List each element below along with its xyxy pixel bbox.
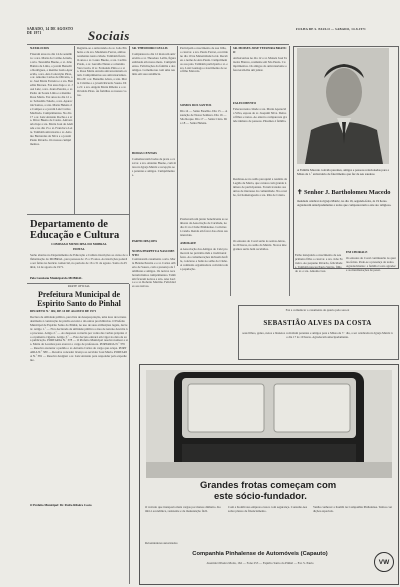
prefeitura-title: Prefeitura Municipal de Espirito Santo do Pinhal — [37, 290, 121, 308]
col4-body-2: Dia 14 — Santo Eusébio. Dia 15 — Assunção de Nossa Senhora. Dia 16 — São Roque. Dia 17 — Santa Clara. Dia 18 — Santa Helena. — [180, 110, 228, 125]
ad-text-mid: Com a Kombi sua empresa cresce com segurança. Consulte-nos sobre planos de financiamento. — [228, 506, 308, 513]
dept-title: Departamento de Educação e Cultura — [30, 219, 120, 241]
portrait-photo — [297, 48, 389, 164]
prefeitura-decree: DECRETO N.º 402, DE 14 DE AGOSTO DE 1971 — [30, 310, 97, 313]
col5-heading-2: FALECIMENTO — [233, 102, 257, 105]
col2-body: Registra-se o aniversário do sr. João Pinheiro e da sra. Madalena Ferraz, ambos residentes nesta cidade. Também fizeram anos o sr. Lauro Bueno, a sra. Cecilia Prado, o sr. Geraldo Nunes e a menina Vera Lucia. O sr. Fernando Pinto e a sra. Rosa Maria Arruda aniversariaram ontem. Cumprimentos aos aniversariantes. Dia 20: o sr. Benedito Alves, a srta. Marta Cristina e o jovem Ricardo Souza. Dia 21: a sra. Angela Maria Ribeiro e o sr. Osvaldo Pires. Às famílias os nossos votos. — [77, 47, 127, 97]
vw-logo-icon — [374, 552, 394, 572]
col3b-body-2: A Associação dos Amigos do Café promoverá no próximo mês a tradicional festa. As comemorações incluem desfile, concurso e baile no salão do Clube. A comissão organizadora convida toda a população. — [180, 248, 228, 271]
prefeitura-sign: O Prefeito Municipal: Dr. Pedro Ribeiro Costa — [30, 504, 92, 507]
ad-headline-2: este sócio-fundador. — [214, 491, 307, 502]
column-rule — [129, 284, 130, 584]
prefeitura-small: PARTE OFICIAL — [67, 285, 91, 288]
dept-sign: Pela Comissão Municipal do MOBRAL — [30, 277, 83, 280]
dept-label: EDITAL — [73, 248, 85, 251]
death-notice-name: SEBASTIÃO ALVES DA COSTA — [263, 319, 372, 327]
death-notice-body: seus filhos, genro, netos e bisnetos convidam parentes e amigos para a Missa de 7.º dia, a ser celebrada na Igreja Matriz no dia 17 às 19 horas. Agradecem antecipadamente. — [242, 332, 393, 339]
col5b-body-2: Os ensaios do Coral serão às sextas-feiras, às 20 horas, no salão da Matriz. Novos integrantes serão bem recebidos. — [233, 240, 287, 251]
column-rule — [289, 46, 290, 296]
col5-body-2: Faleceu nesta cidade a sra. Maria Aparecida Silva, esposa do sr. Joaquim Silva. Deixou filhos e netos. Ao enterro compareceu grande número de pessoas. Pêsames à família. — [233, 108, 287, 123]
col5-body-1: Aniversariou no dia 12 o sr. Moisés José Teixeira Branco, residente em São Paulo. Cumprimentos. Os amigos do aniversariante ofereceram-lhe um jantar. — [233, 57, 287, 72]
ad-text-left: O veículo que transporta mais cargas por menos dinheiro. Kombi é econômica, resistente e de manutenção fácil. — [145, 506, 221, 513]
col6-body: Estão festejando o nascimento de seu primeiro filho o casal sr. e sra. João Ferreira. Ao pequeno Ricardo, felicidades. Também nasceu Paulo Sérgio, filho do sr. e sra. Antonio Luz. — [295, 254, 343, 273]
prefeitura-body: Declara de utilidade pública, para fins de desapropriação, uma área de terreno destinada à construção de prédio escolar e dá outras providências. O Prefeito Municipal de Espírito Santo do Pinhal, no uso de suas atribuições legais, decreta: Artigo 1.º — Fica declarada de utilidade pública a área de terreno descrita no processo. Artigo 2.º — As despesas correrão por conta das verbas próprias do orçamento vigente. Artigo 3.º — Este decreto entrará em vigor na data de sua publicação. PORTARIA N.º 378 — O Prefeito Municipal resolve nomear a sra. Maria de Lourdes para exercer o cargo de professora. PORTARIA N.º 379 — Resolve exonerar a pedido o sr. Antonio Carlos do cargo que ocupa. PORTARIA N.º 380 — Resolve conceder licença ao servidor José Maria. PORTARIA N.º 381 — Resolve designar o sr. Luiz Antonio para responder pelo expediente. — [30, 316, 128, 362]
vw-logo-text: VW — [378, 558, 390, 566]
header-right-label: FOLHA DE S. PAULO — SABADO, 14-8-1971 — [296, 27, 366, 31]
portrait-image — [297, 48, 389, 164]
column-rule — [230, 46, 231, 296]
col4-heading-2: SOMOS DOS SANTOS — [180, 104, 212, 107]
col1-heading: NATALICIOS — [30, 47, 50, 50]
col1-body: Fizeram anos no dia 14 de setembro: a sra. Maria do Carmo Arruda, a srta. Teresinha Bueno, o sr. João Batista de Lima, o jovem Benedito Rodrigues, a menina Luzia Aparecida, a sra. Ana Conceição Pires, o sr. Antonio Carlos de Oliveira, o sr. José Maria Ferreira e a sra. Benedita Moraes. Faz anos hoje o sr. José Luiz, a sra. Joana Pereira, o sr. Pedro de Souza Lima e a menina Rosa Maria. Fez anos no dia 12 o sr. Sebastião Toledo, a sra. Aparecida Santos, a srta. Maria Helena de Campos e o jovem Luiz Carlos Machado. Cumprimentos. No dia 17 o sr. Luiz Antonio Rocha e a sra. Dirce Bueno de Castro. Aniversaria hoje a sra. Maria José de Andrade e no dia 15 o sr. Francisco Leite. Também aniversaria o sr. Antonio Bernardes da Silva e o jovem Paulo Ricardo. Os nossos cumprimentos. — [30, 53, 73, 146]
van-rear-photo — [146, 370, 392, 478]
memorial-name: ✝ Senhor J. Bartholomeu Macedo — [297, 189, 391, 196]
col3-heading-2: BODAS CENTAIS — [132, 152, 157, 155]
header-date: SABADO, 14 DE AGOSTO DE 1971 — [27, 27, 74, 35]
col2b-heading: PARTICIPAÇÕES — [132, 240, 158, 243]
col3-heading-1: SR. THEODORO LELLIS — [132, 47, 168, 50]
col6-body-2: Os ensaios do Coral continuarão às quartas-feiras. Pede-se a presença de todos. Agradecimento: a família Costa agradece as manifestações de pesar. — [346, 257, 396, 272]
col3b-body: Promovem um jantar beneficente as senhoras da Associação de Caridade, no dia 21 no Clube Pinhalense. Convites à venda. Renda em favor das obras assistenciais. — [180, 218, 228, 237]
col6-heading: EM CHORALE — [346, 251, 368, 254]
col2b-body: Contrataram casamento a srta. Maria Helena Pereira e o sr. Carlos Alberto de Souza, com a presença de familiares e amigos. Os noivos receberam muitos cumprimentos. Também ficaram noivos a srta. Ana Lucia e o sr. Roberto Martins. Felicidades aos noivos. — [132, 258, 176, 289]
col3-body-1: Completou no dia 12 mais um aniversário o sr. Theodoro Lellis, figura estimada em nosso meio. Cumprimentos. Felicitações da família e dos amigos. Comemorou com uma reunião em sua residência. — [132, 53, 176, 76]
dept-body: Serão abertas no Departamento de Educação e Cultura inscrições ao curso de alfabetização do MOBRAL, para pessoas de 15 a 35 anos. As inscrições poderão ser feitas no horário comercial, no período de 16 a 31 de agosto. Santo do Pinhal, 14 de agosto de 1971. — [30, 254, 128, 269]
dept-subtitle: COMISSÃO MUNICIPAL DO MOBRAL — [51, 243, 107, 246]
section-rule — [27, 283, 129, 284]
ad-company-name: Companhia Pinhalense de Automóveis (Capauto) — [192, 551, 328, 557]
ad-text-right: Venha conhecer a Kombi na Companhia Pinhalense. Temos condições especiais. — [313, 506, 393, 513]
column-rule — [129, 46, 130, 256]
col5-heading-1: SR. MOISES JOSE TEIXEIRA BRANCO — [233, 47, 287, 54]
memorial-caption: A Família Macedo convida parentes, amigos e pessoas relacionadas para a Missa de 1.º aniversário de falecimento que faz de seu saudoso — [297, 168, 390, 176]
masthead: Sociais — [88, 28, 130, 43]
column-rule — [74, 46, 75, 214]
ad-headline-1: Grandes frotas começam com — [200, 480, 337, 491]
ad-address: Avenida Oliveira Motta, 162 — Fone 253 — Espírito Santo do Pinhal — Est. S. Paulo — [206, 562, 314, 565]
col3-body-2: Comemoraram bodas de prata o casal sr. e sra. Antonio Bueno, com missa na Igreja Matriz e recepção aos parentes e amigos. Cumprimentos. — [132, 158, 176, 177]
memorial-caption-2: mandada celebrar na Igreja Matriz, no dia 16, segunda-feira, às 19 horas. Agradecem antecipadamente a todos que comparecerem a este ato religioso. — [297, 199, 392, 207]
header-rule — [27, 44, 289, 45]
col2b-subheading: NOIVA PERPETUA NASCIMENTO — [132, 250, 175, 257]
ad-dealers-label: Revendedores autorizados — [145, 542, 178, 545]
col4-body-1: Participam o nascimento de sua filha, o casal sr. e sra. Paulo Ferraz, ocorrido no dia 10 na Maternidade local. Recebeu o nome de Ana Paula. Cumprimentos aos pais. Também participam o sr. e sra. Luiz Gonzaga o nascimento de seu filho Marcelo. — [180, 47, 228, 74]
col5b-body: Realizou-se no salão paroquial a reunião da Legião de Maria, que contou com grande número de participantes. Foram tratados assuntos de interesse da comunidade. Na ocasião, foi homenageada a sra. Rita de Cássia. — [233, 178, 287, 197]
col3b-heading: AMOKAFE — [180, 242, 197, 245]
death-notice-intro: Faz a comunicar o casamento de quarto pelo seu ex — [285, 309, 350, 312]
column-rule — [177, 46, 178, 266]
section-rule — [27, 214, 129, 215]
